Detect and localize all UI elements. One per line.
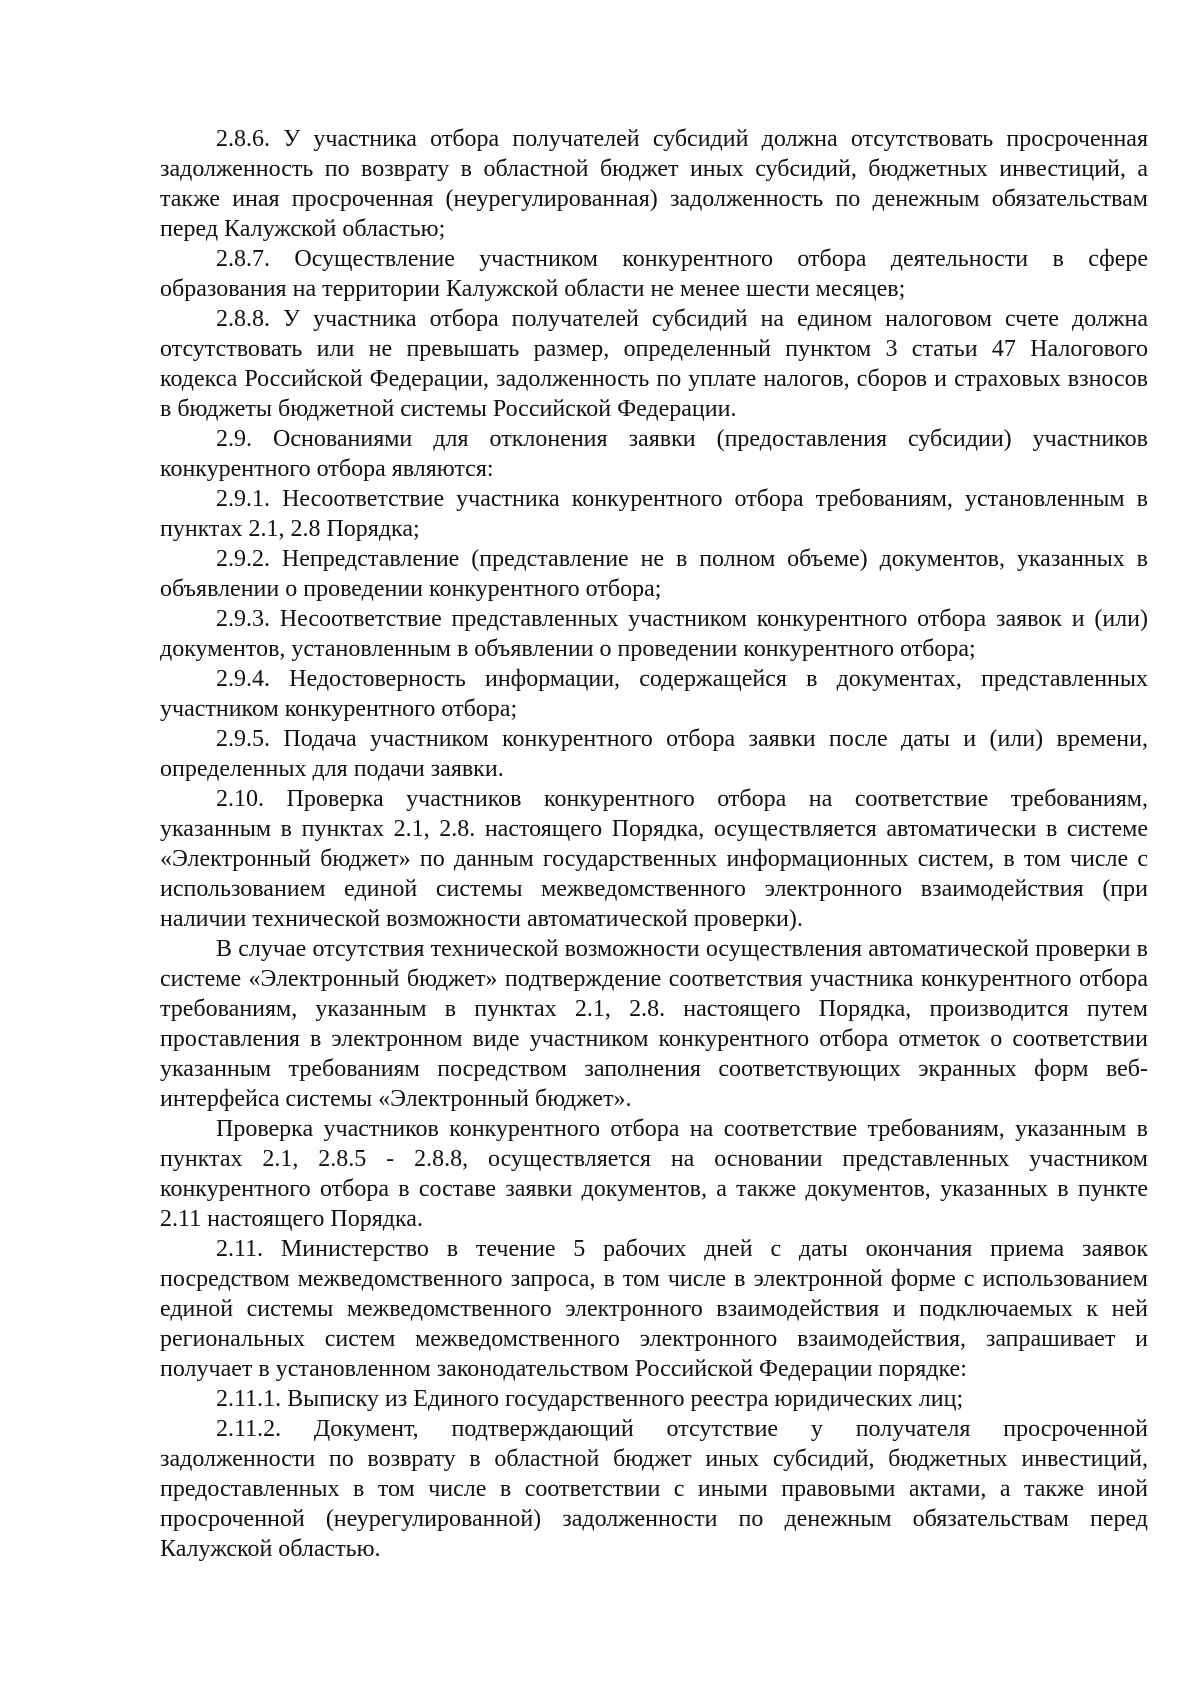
paragraph-2-8-6: 2.8.6. У участника отбора получателей субсидий должна отсутствовать просроченная задолженность по возврату в областной бюджет иных субсидий, бюджетных инвестиций, а также иная просроченная (неурегулированная) задолженность по денежным обязательствам перед Калужской областью; — [160, 126, 1148, 242]
paragraph-2-10-no-technical-possibility: В случае отсутствия технической возможности осуществления автоматической проверки в системе «Электронный бюджет» подтверждение соответствия участника конкурентного отбора требованиям, указанным в пунктах 2.1, 2.8. настоящего Порядка, производится путем проставления в электронном виде участником конкурентного отбора отметок о соответствии указанным требованиям посредством заполнения соответствующих экранных форм веб-интерфейса системы «Электронный бюджет». — [160, 936, 1148, 1112]
paragraph-2-10-verification: Проверка участников конкурентного отбора на соответствие требованиям, указанным в пунктах 2.1, 2.8.5 - 2.8.8, осуществляется на основании представленных участником конкурентного отбора в составе заявки документов, а также документов, указанных в пункте 2.11 настоящего Порядка. — [160, 1116, 1148, 1232]
paragraph-2-9-4: 2.9.4. Недостоверность информации, содержащейся в документах, представленных участником конкурентного отбора; — [160, 666, 1148, 722]
paragraph-2-9-3: 2.9.3. Несоответствие представленных участником конкурентного отбора заявок и (или) документов, установленным в объявлении о проведении конкурентного отбора; — [160, 606, 1148, 662]
paragraph-2-8-7: 2.8.7. Осуществление участником конкурентного отбора деятельности в сфере образования на территории Калужской области не менее шести месяцев; — [160, 246, 1148, 302]
paragraph-2-10: 2.10. Проверка участников конкурентного отбора на соответствие требованиям, указанным в пунктах 2.1, 2.8. настоящего Порядка, осуществляется автоматически в системе «Электронный бюджет» по данным государственных информационных систем, в том числе с использованием единой системы межведомственного электронного взаимодействия (при наличии технической возможности автоматической проверки). — [160, 786, 1148, 932]
document-page — [160, 124, 1148, 1564]
paragraph-2-8-8: 2.8.8. У участника отбора получателей субсидий на едином налоговом счете должна отсутствовать или не превышать размер, определенный пунктом 3 статьи 47 Налогового кодекса Российской Федерации, задолженность по уплате налогов, сборов и страховых взносов в бюджеты бюджетной системы Российской Федерации. — [160, 306, 1148, 422]
paragraph-2-11: 2.11. Министерство в течение 5 рабочих дней с даты окончания приема заявок посредством межведомственного запроса, в том числе в электронной форме с использованием единой системы межведомственного электронного взаимодействия и подключаемых к ней региональных систем межведомственного электронного взаимодействия, запрашивает и получает в установленном законодательством Российской Федерации порядке: — [160, 1236, 1148, 1382]
paragraph-2-9: 2.9. Основаниями для отклонения заявки (предоставления субсидии) участников конкурентного отбора являются: — [160, 426, 1148, 482]
paragraph-2-9-5: 2.9.5. Подача участником конкурентного отбора заявки после даты и (или) времени, определенных для подачи заявки. — [160, 726, 1148, 782]
paragraph-2-11-2: 2.11.2. Документ, подтверждающий отсутствие у получателя просроченной задолженности по возврату в областной бюджет иных субсидий, бюджетных инвестиций, предоставленных в том числе в соответствии с иными правовыми актами, а также иной просроченной (неурегулированной) задолженности по денежным обязательствам перед Калужской областью. — [160, 1416, 1148, 1562]
paragraph-2-9-2: 2.9.2. Непредставление (представление не в полном объеме) документов, указанных в объявлении о проведении конкурентного отбора; — [160, 546, 1148, 602]
paragraph-2-9-1: 2.9.1. Несоответствие участника конкурентного отбора требованиям, установленным в пунктах 2.1, 2.8 Порядка; — [160, 486, 1148, 542]
paragraph-2-11-1: 2.11.1. Выписку из Единого государственного реестра юридических лиц; — [216, 1386, 964, 1412]
